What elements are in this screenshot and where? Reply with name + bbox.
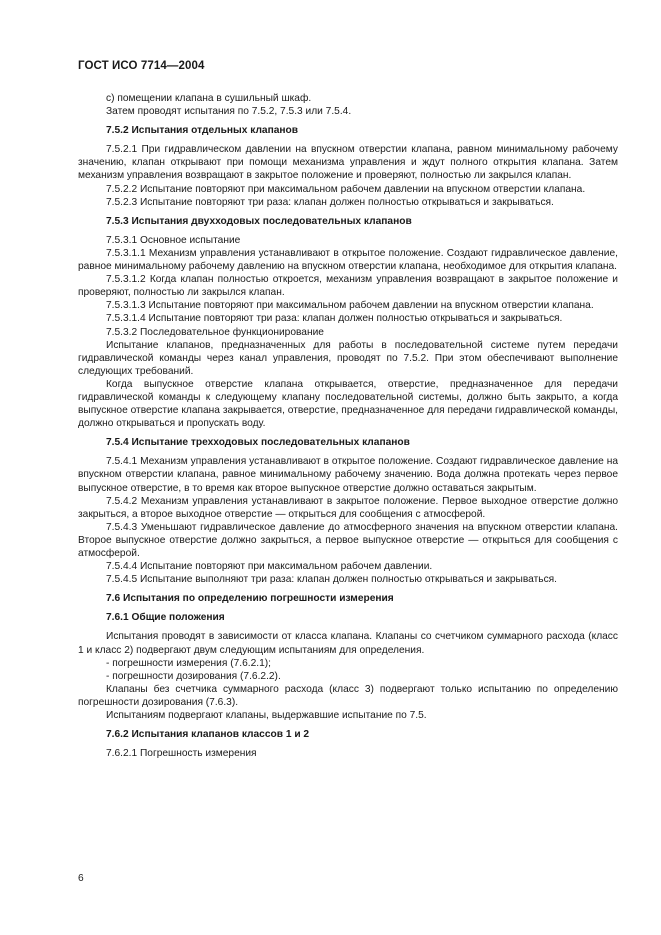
list-item: - погрешности измерения (7.6.2.1); xyxy=(106,657,271,669)
section-heading: 7.5.4 Испытание трехходовых последовательных клапанов xyxy=(106,437,410,449)
paragraph: Затем проводят испытания по 7.5.2, 7.5.3 или 7.5.4. xyxy=(106,106,352,118)
section-heading: 7.6.1 Общие положения xyxy=(106,612,225,624)
document-body xyxy=(78,92,618,760)
paragraph: 7.6.2.1 Погрешность измерения xyxy=(106,748,257,760)
paragraph: Испытание клапанов, предназначенных для работы в последовательной системе путем передачи гидравлической команды через канал управления, проводят по 7.5.2. При этом обеспечивают выполнение следующих требований. xyxy=(78,339,618,377)
section-heading: 7.6 Испытания по определению погрешности измерения xyxy=(106,593,394,605)
paragraph: 7.5.4.5 Испытание выполняют три раза: клапан должен полностью открываться и закрываться. xyxy=(106,574,558,586)
paragraph: 7.5.4.2 Механизм управления устанавливают в закрытое положение. Первое выходное отверстие должно закрыться, а второе выходное отверстие — открыться для сообщения с атмосферой. xyxy=(78,495,618,520)
paragraph: 7.5.2.1 При гидравлическом давлении на впускном отверстии клапана, равном минимальному рабочему значению, клапан открывают при помощи механизма управления и ждут полного открытия клапана. Затем механизм управления возвращают в закрытое положение и проверяют, полностью ли закрылся клапан. xyxy=(78,144,618,182)
paragraph: Клапаны без счетчика суммарного расхода (класс 3) подвергают только испытанию по определению погрешности дозирования (7.6.3). xyxy=(78,683,618,708)
page-number: 6 xyxy=(78,873,84,884)
paragraph: 7.5.4.4 Испытание повторяют при максимальном рабочем давлении. xyxy=(106,561,433,573)
paragraph: 7.5.3.1.2 Когда клапан полностью откроется, механизм управления возвращают в закрытое положение и проверяют, полностью ли закрылся клапан. xyxy=(78,274,618,299)
paragraph: 7.5.3.1.1 Механизм управления устанавливают в открытое положение. Создают гидравлическое давление, равное минимальному рабочему давлению на впускном отверстии клапана, необходимое для открытия клапана. xyxy=(78,247,618,273)
paragraph: 7.5.3.2 Последовательное функционирование xyxy=(106,326,324,338)
paragraph: 7.5.2.2 Испытание повторяют при максимальном рабочем давлении на впускном отверстии клапана. xyxy=(106,183,586,195)
paragraph: с) помещении клапана в сушильный шкаф. xyxy=(106,93,312,104)
paragraph: Испытания проводят в зависимости от класса клапана. Клапаны со счетчиком суммарного расхода (класс 1 и класс 2) подвергают двум следующим испытаниям для определения. xyxy=(78,631,618,656)
paragraph: Испытаниям подвергают клапаны, выдержавшие испытание по 7.5. xyxy=(106,710,427,722)
paragraph: 7.5.4.3 Уменьшают гидравлическое давление до атмосферного значения на впускном отверстии клапана. Второе выпускное отверстие должно закрыться, а первое выпускное отверстие — открыться для сообщения с атмосферой. xyxy=(78,521,618,559)
section-heading: 7.5.2 Испытания отдельных клапанов xyxy=(106,125,299,137)
section-heading: 7.6.2 Испытания клапанов классов 1 и 2 xyxy=(106,729,310,741)
list-item: - погрешности дозирования (7.6.2.2). xyxy=(106,670,281,682)
section-heading: 7.5.3 Испытания двухходовых последовательных клапанов xyxy=(106,215,412,227)
paragraph: Когда выпускное отверстие клапана открывается, отверстие, предназначенное для передачи гидравлической команды к следующему клапану последовательной системы, должно быть закрыто, а когда выпускное отверстие клапана закрывается, отверстие, предназначенное для передачи гидравлической команды, должно открываться и пропускать воду. xyxy=(78,378,618,430)
document-header: ГОСТ ИСО 7714—2004 xyxy=(78,60,205,72)
paragraph: 7.5.4.1 Механизм управления устанавливают в открытое положение. Создают гидравлическое давление на впускном отверстии клапана, равное минимальному рабочему значению. Вода должна протекать через первое выпускное отверстие, в то время как второе выпускное отверстие должно оставаться закрытым. xyxy=(78,456,618,494)
paragraph: 7.5.3.1 Основное испытание xyxy=(106,234,241,246)
paragraph: 7.5.3.1.4 Испытание повторяют три раза: клапан должен полностью открываться и закрываться. xyxy=(106,313,563,325)
paragraph: 7.5.2.3 Испытание повторяют три раза: клапан должен полностью открываться и закрываться. xyxy=(106,196,554,208)
paragraph: 7.5.3.1.3 Испытание повторяют при максимальном рабочем давлении на впускном отверстии клапана. xyxy=(106,300,594,312)
